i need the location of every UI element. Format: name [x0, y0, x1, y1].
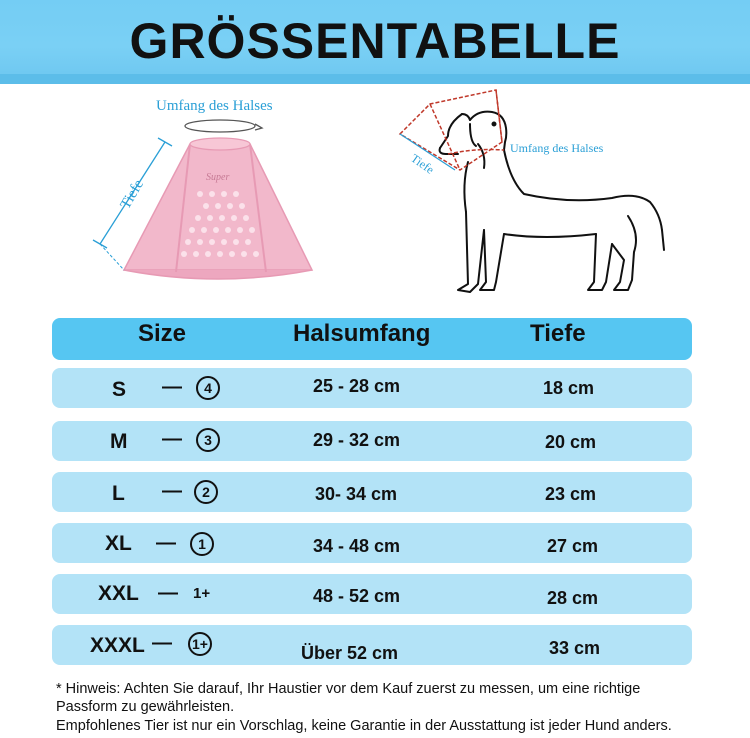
dog-neck-label: Umfang des Halses: [510, 141, 604, 155]
row-dash: —: [158, 582, 178, 604]
row-neck: Über 52 cm: [301, 643, 399, 663]
row-dash: —: [162, 480, 182, 502]
row-size: XXXL: [90, 634, 145, 657]
row-depth: 27 cm: [547, 536, 599, 556]
row-mark: 1: [190, 532, 214, 556]
row-mark: 2: [194, 480, 218, 504]
illustration: [0, 84, 750, 316]
row-depth: 28 cm: [547, 588, 599, 608]
dog-depth-label: Tiefe: [408, 150, 437, 177]
row-dash: —: [152, 632, 172, 654]
row-neck: 25 - 28 cm: [313, 376, 401, 396]
row-size: M: [110, 430, 128, 453]
row-size: S: [112, 378, 127, 401]
row-neck: 29 - 32 cm: [313, 430, 401, 450]
cone-brand-label: Super: [206, 172, 230, 183]
header-depth: Tiefe: [530, 320, 586, 347]
row-size: XXL: [98, 582, 139, 605]
row-dash: —: [162, 376, 182, 398]
banner-shadow: [0, 74, 750, 84]
header-neck: Halsumfang: [293, 320, 431, 347]
row-depth: 18 cm: [543, 378, 595, 398]
row-mark: 4: [196, 376, 220, 400]
row-depth: 23 cm: [545, 484, 597, 504]
row-mark: 1+: [193, 585, 211, 602]
note-line-1: * Hinweis: Achten Sie darauf, Ihr Haustier vor dem Kauf zuerst zu messen, um eine richtige: [56, 681, 641, 697]
row-dash: —: [162, 428, 182, 450]
row-depth: 20 cm: [545, 432, 597, 452]
row-size: L: [112, 482, 125, 505]
row-mark: 1+: [188, 632, 212, 656]
row-neck: 30- 34 cm: [315, 484, 398, 504]
cone-neck-label: Umfang des Halses: [156, 98, 273, 114]
row-size: XL: [105, 532, 132, 555]
dog-icon: [440, 112, 664, 292]
page-title: GRÖSSENTABELLE: [129, 13, 621, 69]
row-neck: 34 - 48 cm: [313, 536, 401, 556]
row-dash: —: [156, 532, 176, 554]
row-mark: 3: [196, 428, 220, 452]
note-line-2: Passform zu gewährleisten.: [56, 699, 235, 715]
note-line-3: Empfohlenes Tier ist nur ein Vorschlag, keine Garantie in der Ausstattung ist jeder Hund anders.: [56, 718, 672, 734]
row-neck: 48 - 52 cm: [313, 586, 401, 606]
row-depth: 33 cm: [549, 638, 601, 658]
cone-depth-label: Tiefe: [117, 177, 148, 212]
header-size: Size: [138, 320, 187, 347]
